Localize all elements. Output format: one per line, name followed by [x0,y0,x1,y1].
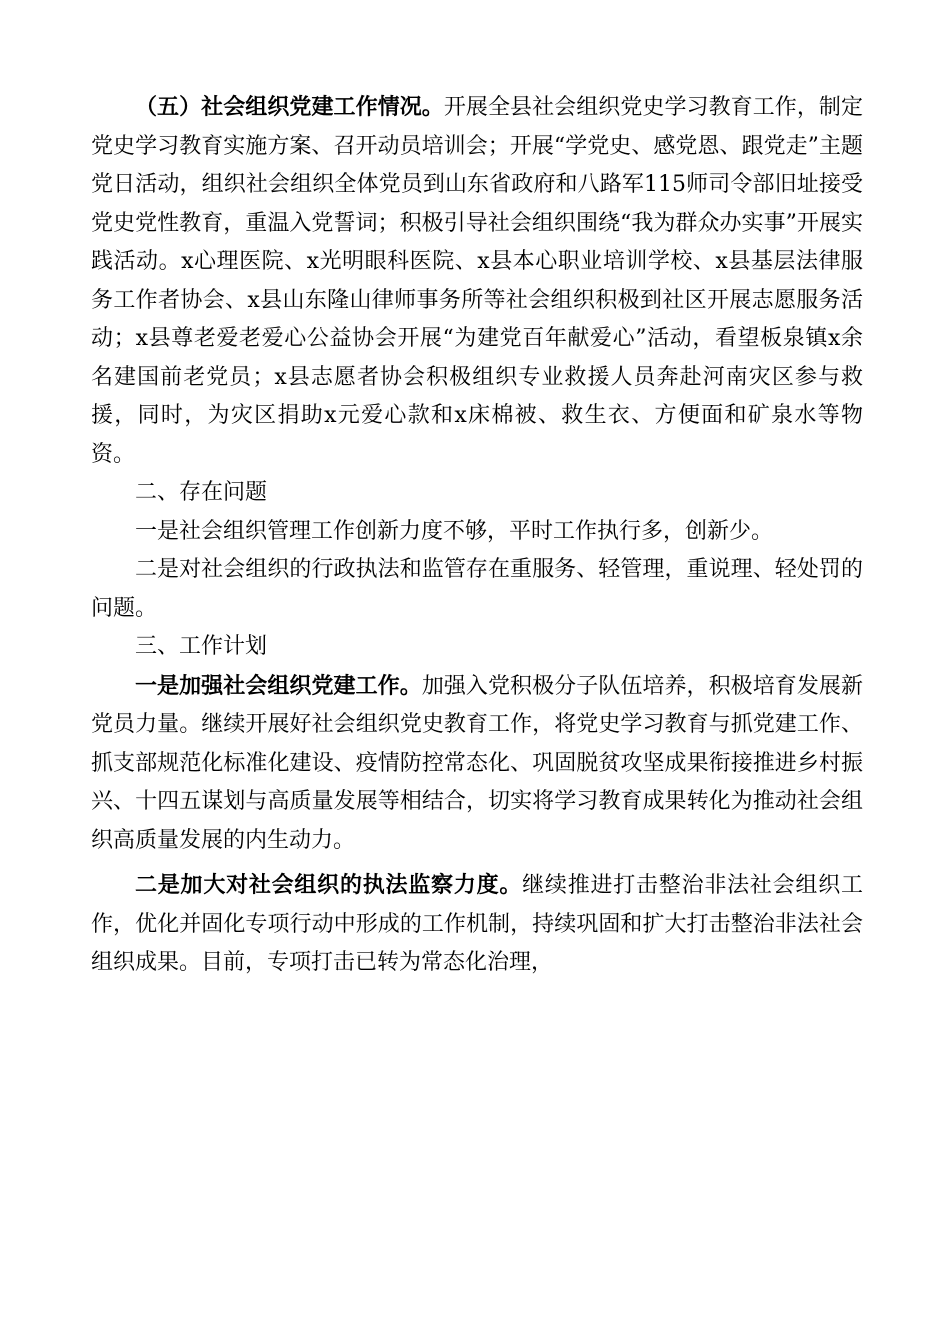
paragraph-problem-1 [91,513,863,552]
paragraph-lead: 一是加强社会组织党建工作。 [135,672,422,699]
section-heading-problems [91,474,863,513]
paragraph-text: 加强入党积极分子队伍培养，积极培育发展新党员力量。继续开展好社会组织党史教育工作，将党史学习教育与抓党建工作、抓支部规范化标准化建设、疫情防控常态化、巩固脱贫攻坚成果衔接推进乡村振兴、十四五谋划与高质量发展等相结合，切实将学习教育成果转化为推动社会组织高质量发展的内生动力。 [91,673,863,853]
paragraph-text: 开展全县社会组织党史学习教育工作，制定党史学习教育实施方案、召开动员培训会；开展“学党史、感党恩、跟党走”主题党日活动，组织社会组织全体党员到山东省政府和八路军115师司令部旧址接受党史党性教育，重温入党誓词；积极引导社会组织围绕“我为群众办实事”开展实践活动。x心理医院、x光明眼科医院、x县本心职业培训学校、x县基层法律服务工作者协会、x县山东隆山律师事务所等社会组织积极到社区开展志愿服务活动；x县尊老爱老爱心公益协会开展“为建党百年献爱心”活动，看望板泉镇x余名建国前老党员；x县志愿者协会积极组织专业救援人员奔赴河南灾区参与救援，同时，为灾区捐助x元爱心款和x床棉被、救生衣、方便面和矿泉水等物资。 [91,95,863,467]
heading-text: 二、存在问题 [135,480,268,505]
paragraph-lead: （五）社会组织党建工作情况。 [135,94,444,120]
paragraph-plan-1 [91,667,863,861]
paragraph-text: 继续推进打击整治非法社会组织工作，优化并固化专项行动中形成的工作机制，持续巩固和扩大打击整治非法社会组织成果。目前，专项打击已转为常态化治理， [91,873,863,975]
paragraph-problem-2 [91,551,863,628]
heading-text: 三、工作计划 [135,634,268,659]
document-page [91,88,863,983]
paragraph-lead: 二是加大对社会组织的执法监察力度。 [135,872,523,898]
paragraph-text: 二是对社会组织的行政执法和监管存在重服务、轻管理，重说理、轻处罚的问题。 [91,557,863,621]
section-heading-plan [91,628,863,667]
paragraph-plan-2 [91,866,863,983]
paragraph-social-org-party-building [91,88,863,474]
paragraph-text: 一是社会组织管理工作创新力度不够，平时工作执行多，创新少。 [135,518,774,544]
